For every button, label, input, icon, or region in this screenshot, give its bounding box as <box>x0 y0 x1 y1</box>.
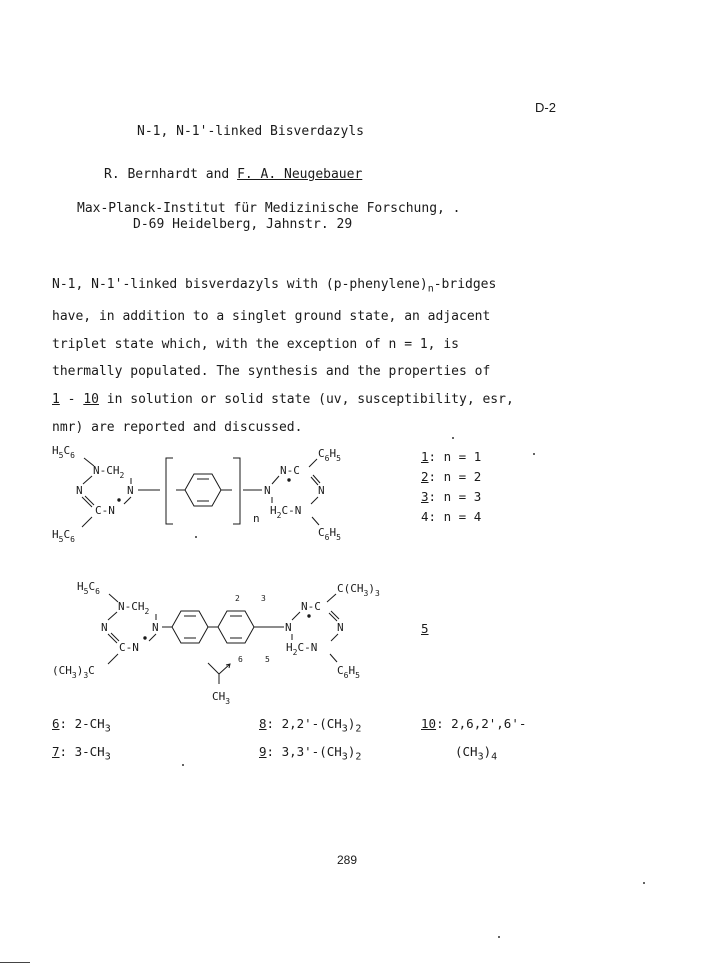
affiliation-line-2: D-69 Heidelberg, Jahnstr. 29 <box>133 217 353 232</box>
compound-5: 5 <box>421 621 429 636</box>
svg-text:(CH3)3C: $(CH_3)_3C$ <box>52 664 95 680</box>
svg-text:N-CH2: $N-CH_2$ <box>118 600 150 616</box>
svg-text:N: N <box>285 621 292 634</box>
svg-text:C-N: C-N <box>95 504 115 517</box>
compound-7: 7: $3-CH_3$ <box>52 744 111 763</box>
svg-text:N-C: N-C <box>280 464 300 477</box>
abstract-line-5: 1 - 10 in solution or solid state (uv, susceptibility, esr, <box>52 391 514 407</box>
scan-speck <box>182 764 184 766</box>
compound-4: 4: n = 4 <box>421 509 482 524</box>
svg-text:n: n <box>253 512 260 525</box>
svg-text:N: N <box>76 484 83 497</box>
compound-10-line2: $(CH_3)_4$ <box>455 744 498 763</box>
abstract-line-1: N-1, N-1'-linked bisverdazyls with $(p-phenylene)_n$-bridges <box>52 277 497 295</box>
svg-text:H5C6: $H_5C_6$ <box>52 444 75 460</box>
svg-text:2: 2 <box>235 594 240 603</box>
scan-speck <box>643 882 645 884</box>
svg-text:C-N: C-N <box>119 641 139 654</box>
svg-text:N: N <box>101 621 108 634</box>
svg-text:H5C6: $H_5C_6$ <box>77 580 100 596</box>
svg-text:C6H5: $C_6H_5$ <box>337 664 360 680</box>
scheme2-biphenyl <box>162 594 284 706</box>
scan-edge-mark <box>0 962 30 963</box>
compound-8: 8: $2,2'-(CH_3)_2$ <box>259 716 362 735</box>
svg-text:H5C6: $H_5C_6$ <box>52 528 75 544</box>
svg-text:N: N <box>318 484 325 497</box>
svg-text:3: 3 <box>261 594 266 603</box>
authors-first: R. Bernhardt and <box>104 167 238 182</box>
paper-title: N-1, N-1'-linked Bisverdazyls <box>137 124 364 139</box>
svg-text:N: N <box>337 621 344 634</box>
compound-1: 1: n = 1 <box>421 449 482 464</box>
scheme1-left-verdazyl <box>52 444 160 544</box>
svg-text:N: N <box>127 484 134 497</box>
scan-speck <box>498 936 500 938</box>
page-number: 289 <box>337 853 358 867</box>
svg-text:C6H5: $C_6H_5$ <box>318 526 341 542</box>
svg-text:N: N <box>152 621 159 634</box>
document-code: D-2 <box>535 100 556 115</box>
svg-text:H2C-N: $H_2C-N$ <box>286 641 318 657</box>
abstract-line-4: thermally populated. The synthesis and the properties of <box>52 364 491 380</box>
compound-9: 9: $3,3'-(CH_3)_2$ <box>259 744 362 763</box>
affiliation-line-1: Max-Planck-Institut für Medizinische Forschung, . <box>77 201 461 216</box>
abstract-line-3: triplet state which, with the exception of n = 1, is <box>52 336 459 352</box>
svg-text:CH3: $CH_3$ <box>212 690 231 706</box>
abstract-line-6: nmr) are reported and discussed. <box>52 419 303 435</box>
svg-text:H2C-N: $H_2C-N$ <box>270 504 302 520</box>
scan-speck <box>533 453 535 455</box>
svg-text:C6H5: $C_6H_5$ <box>318 447 341 463</box>
compound-6: 6: $2-CH_3$ <box>52 716 111 735</box>
svg-text:C(CH3)3: $C(CH_3)_3$ <box>337 582 380 598</box>
svg-text:5: 5 <box>265 655 270 664</box>
scan-speck <box>452 437 454 439</box>
scheme2-left-verdazyl <box>52 580 159 680</box>
compound-2: 2: n = 2 <box>421 469 482 484</box>
svg-text:N: N <box>264 484 271 497</box>
scheme1-phenylene-bridge <box>166 458 262 525</box>
svg-text:N-CH2: $N-CH_2$ <box>93 464 125 480</box>
scheme2-right-verdazyl <box>285 582 380 680</box>
scan-speck <box>195 536 197 538</box>
compound-3: 3: n = 3 <box>421 489 482 504</box>
compound-10: 10: 2,6,2',6'- <box>421 716 527 731</box>
svg-text:6: 6 <box>238 655 243 664</box>
scheme1-right-verdazyl <box>264 447 341 542</box>
abstract-line-2: have, in addition to a singlet ground state, an adjacent <box>52 309 491 325</box>
presenting-author: F. A. Neugebauer <box>237 167 363 182</box>
svg-text:N-C: N-C <box>301 600 321 613</box>
